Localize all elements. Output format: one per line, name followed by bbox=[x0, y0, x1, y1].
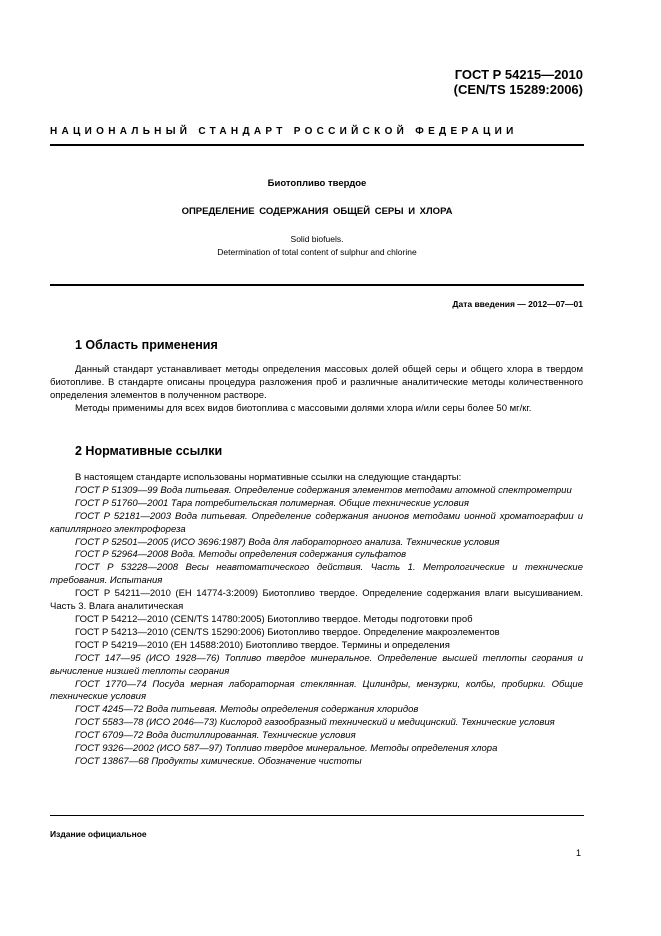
reference-item: ГОСТ Р 52501—2005 (ИСО 3696:1987) Вода для лабораторного анализа. Технические условия bbox=[75, 536, 500, 548]
reference-item: ГОСТ Р 52964—2008 Вода. Методы определения содержания сульфатов bbox=[75, 549, 407, 561]
reference-item: ГОСТ 6709—72 Вода дистиллированная. Технические условия bbox=[75, 730, 356, 742]
national-standard-banner: НАЦИОНАЛЬНЫЙ СТАНДАРТ РОССИЙСКОЙ ФЕДЕРАЦИИ bbox=[50, 126, 518, 137]
title-subject: Биотопливо твердое bbox=[267, 178, 367, 189]
section-2-heading: 2 Нормативные ссылки bbox=[75, 444, 223, 458]
section-1-heading: 1 Область применения bbox=[75, 338, 218, 352]
section-1-paragraph: Данный стандарт устанавливает методы определения массовых долей общей серы и общего хлора в твердом биотопливе. В стандарте описаны процедура разложения проб и различные аналитические методы количественного определения элементов в полученном растворе. bbox=[50, 364, 583, 401]
reference-item: ГОСТ 13867—68 Продукты химические. Обозначение чистоты bbox=[75, 755, 362, 767]
title-main: ОПРЕДЕЛЕНИЕ СОДЕРЖАНИЯ ОБЩЕЙ СЕРЫ И ХЛОРА bbox=[181, 206, 453, 217]
reference-item: ГОСТ Р 51309—99 Вода питьевая. Определение содержания элементов методами атомной спектрометрии bbox=[75, 484, 572, 496]
standard-number: ГОСТ Р 54215—2010 bbox=[454, 67, 583, 82]
reference-item: ГОСТ 4245—72 Вода питьевая. Методы определения содержания хлоридов bbox=[75, 704, 419, 716]
reference-item: ГОСТ Р 51760—2001 Тара потребительская полимерная. Общие технические условия bbox=[75, 497, 469, 509]
official-edition-label: Издание официальное bbox=[50, 829, 147, 839]
reference-item: ГОСТ 147—95 (ИСО 1928—76) Топливо твердое минеральное. Определение высшей теплоты сгорания и вычисление низшей теплоты сгорания bbox=[50, 652, 583, 677]
title-divider bbox=[50, 284, 584, 286]
page-number: 1 bbox=[575, 848, 581, 858]
reference-item: ГОСТ Р 54219—2010 (ЕН 14588:2010) Биотопливо твердое. Термины и определения bbox=[75, 639, 450, 651]
reference-item: ГОСТ 5583—78 (ИСО 2046—73) Кислород газообразный технический и медицинский. Технические условия bbox=[75, 717, 555, 729]
header-divider bbox=[50, 144, 584, 146]
section-1-paragraph: Методы применимы для всех видов биотоплива с массовыми долями хлора и/или серы более 50 мг/кг. bbox=[75, 402, 532, 414]
reference-item: ГОСТ 9326—2002 (ИСО 587—97) Топливо твердое минеральное. Методы определения хлора bbox=[75, 743, 498, 755]
reference-item: ГОСТ Р 52181—2003 Вода питьевая. Определение содержания анионов методами ионной хроматографии и капиллярного электрофореза bbox=[50, 510, 583, 535]
title-english-line1: Solid biofuels. bbox=[290, 234, 344, 244]
reference-item: ГОСТ Р 54212—2010 (CEN/TS 14780:2005) Биотопливо твердое. Методы подготовки проб bbox=[75, 613, 473, 625]
introduction-date: Дата введения — 2012—07—01 bbox=[452, 299, 583, 309]
footer-divider bbox=[50, 815, 584, 816]
section-2-intro: В настоящем стандарте использованы нормативные ссылки на следующие стандарты: bbox=[75, 472, 462, 483]
reference-item: ГОСТ 1770—74 Посуда мерная лабораторная стеклянная. Цилиндры, мензурки, колбы, пробирки. Общие технические условия bbox=[50, 678, 583, 703]
reference-item: ГОСТ Р 54211—2010 (ЕН 14774-3:2009) Биотопливо твердое. Определение содержания влаги высушиванием. Часть 3. Влага аналитическая bbox=[50, 588, 583, 613]
title-english-line2: Determination of total content of sulphur and chlorine bbox=[217, 247, 417, 257]
section-2-body bbox=[50, 472, 583, 769]
standard-equivalent: (CEN/TS 15289:2006) bbox=[453, 82, 583, 97]
reference-item: ГОСТ Р 54213—2010 (CEN/TS 15290:2006) Биотопливо твердое. Определение макроэлементов bbox=[75, 626, 500, 638]
section-1-body bbox=[50, 364, 583, 416]
reference-item: ГОСТ Р 53228—2008 Весы неавтоматического действия. Часть 1. Метрологические и технические требования. Испытания bbox=[50, 562, 583, 587]
